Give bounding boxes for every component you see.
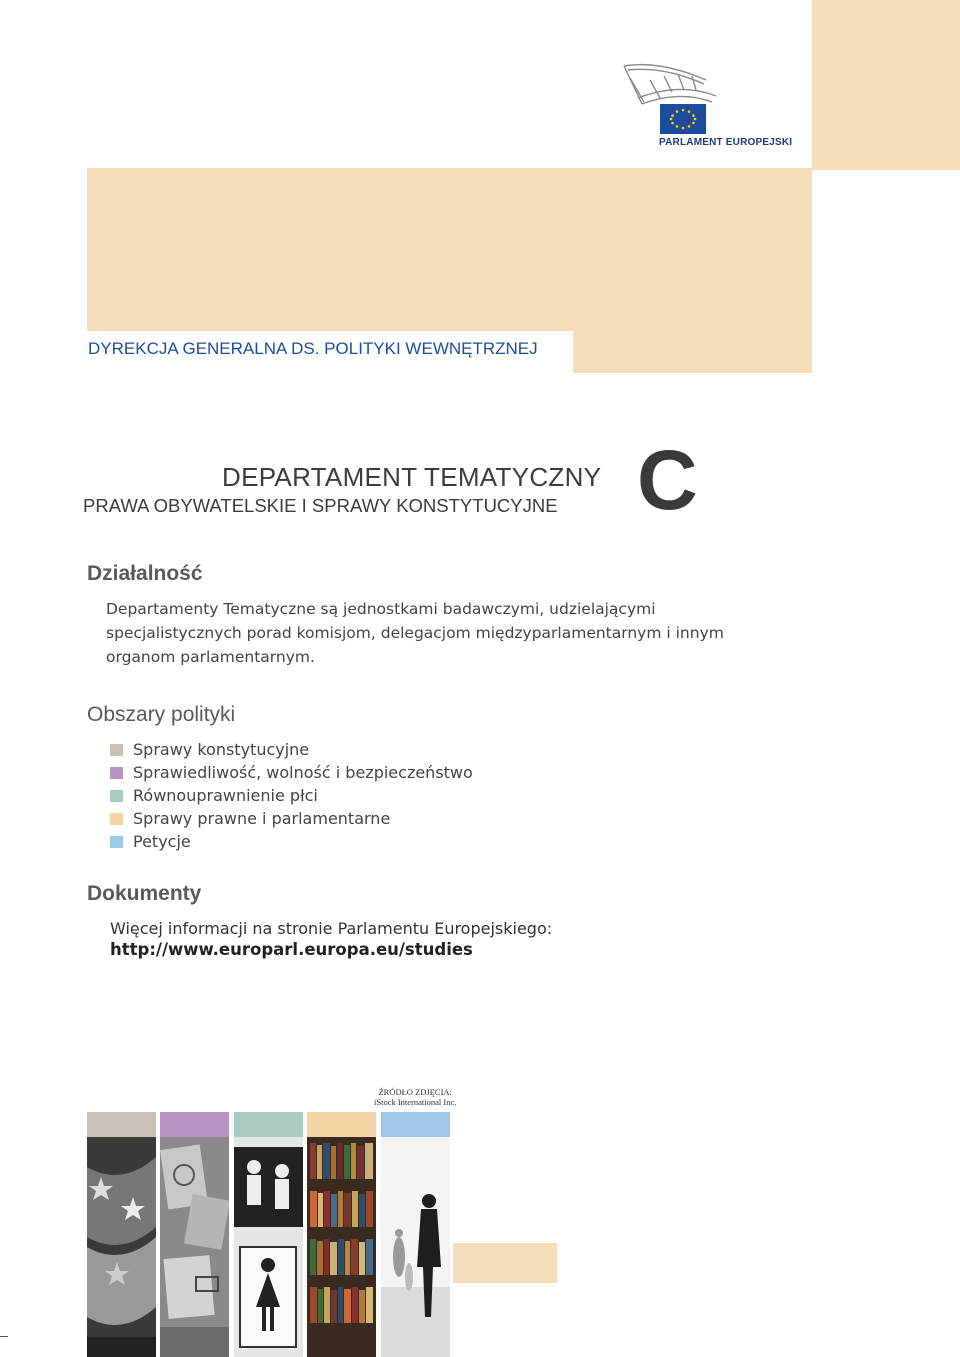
photo-legal-affairs: [307, 1112, 376, 1357]
color-swatch: [110, 767, 123, 779]
policy-area-item: [110, 738, 309, 761]
policy-area-label: Petycje: [133, 832, 191, 851]
documents-link[interactable]: http://www.europarl.europa.eu/studies: [110, 940, 473, 959]
photo-credit-line2: iStock International Inc.: [374, 1097, 457, 1107]
activity-text: Departamenty Tematyczne są jednostkami badawczymi, udzielającymi specjalistycznych porad komisjom, delegacjom międzyparlamentarnym i innym organom parlamentarnym.: [106, 600, 724, 666]
flag-photo-icon: [87, 1137, 156, 1357]
gender-signs-photo-icon: [234, 1137, 303, 1357]
photo-petitions: [381, 1112, 450, 1357]
walking-people-photo-icon: [381, 1137, 450, 1357]
photo-credit-line1: ŹRÓDŁO ZDJĘCIA:: [378, 1087, 452, 1097]
activity-heading: Działalność: [87, 562, 203, 585]
photo-credit: [374, 1087, 456, 1107]
policy-area-item: [110, 807, 390, 830]
color-swatch: [110, 744, 123, 756]
color-swatch: [110, 836, 123, 848]
policy-area-label: Równouprawnienie płci: [133, 786, 318, 805]
policy-areas-heading: Obszary polityki: [87, 703, 236, 726]
header-band: [87, 168, 812, 331]
logo-text: PARLAMENT EUROPEJSKI: [659, 137, 793, 148]
header-band-tail: [573, 331, 812, 373]
policy-area-item: [110, 761, 473, 784]
documents-text: Więcej informacji na stronie Parlamentu Europejskiego:: [110, 919, 553, 938]
department-subtitle: PRAWA OBYWATELSKIE I SPRAWY KONSTYTUCYJNE: [83, 495, 558, 516]
policy-area-label: Sprawy prawne i parlamentarne: [133, 809, 391, 828]
policy-area-label: Sprawiedliwość, wolność i bezpieczeństwo: [133, 763, 473, 782]
department-title: DEPARTAMENT TEMATYCZNY: [222, 462, 602, 492]
photo-constitutional: [87, 1112, 156, 1357]
policy-area-label: Sprawy konstytucyjne: [133, 740, 310, 759]
department-letter: C: [637, 433, 698, 527]
documents-heading: Dokumenty: [87, 882, 202, 905]
directorate-title: DYREKCJA GENERALNA DS. POLITYKI WEWNĘTRZNEJ: [88, 339, 538, 358]
photo-gender-equality: [234, 1112, 303, 1357]
color-swatch: [110, 790, 123, 802]
color-swatch: [110, 813, 123, 825]
bookshelf-photo-icon: [307, 1137, 376, 1357]
crop-mark: [0, 1336, 8, 1337]
passport-stamps-photo-icon: [160, 1137, 229, 1357]
policy-area-item: [110, 784, 318, 807]
top-right-decorative-strip: [812, 0, 960, 170]
decorative-orange-box: [453, 1243, 557, 1283]
policy-area-item: [110, 830, 191, 853]
photo-justice: [160, 1112, 229, 1357]
